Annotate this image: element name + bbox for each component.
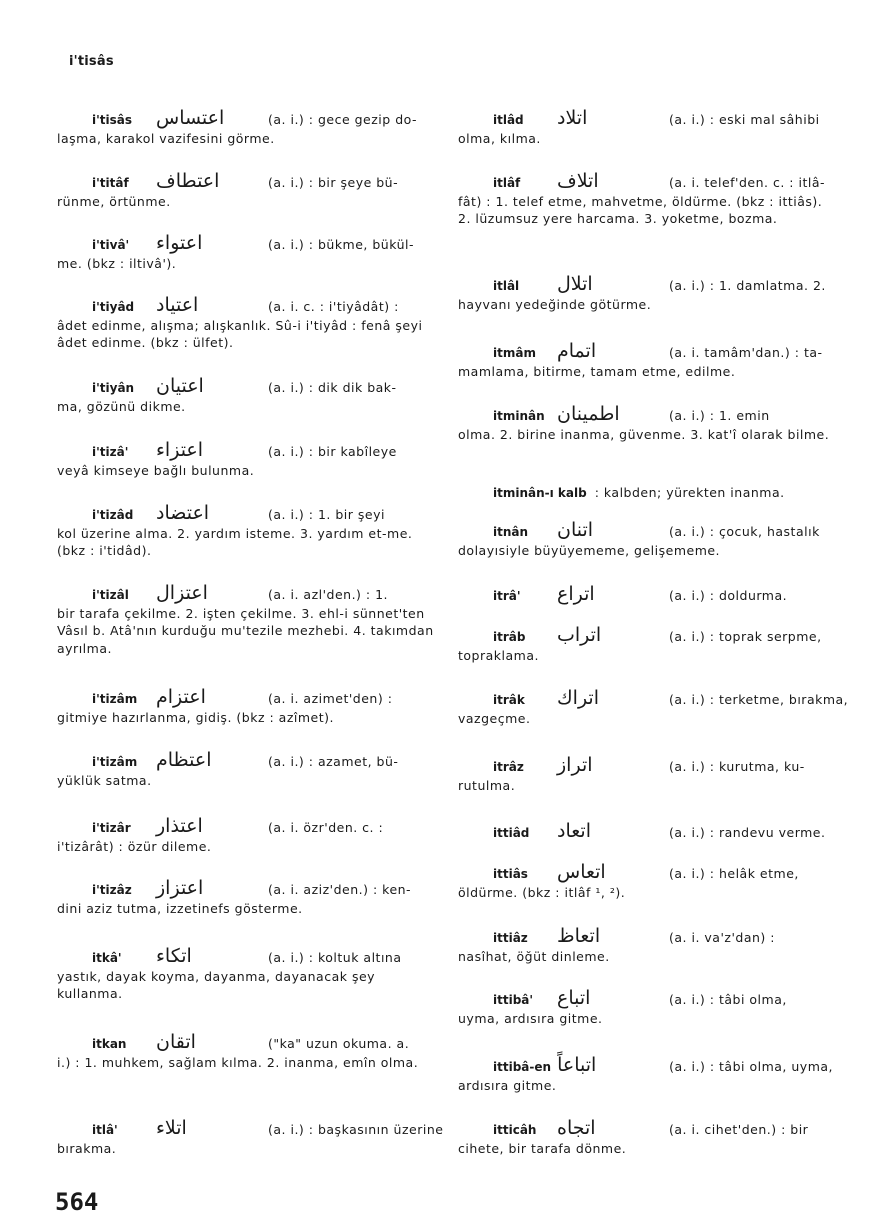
entry-head bbox=[458, 820, 836, 843]
definition-first-line: (a. i. özr'den. c. : bbox=[268, 820, 384, 835]
definition-continuation: fât) : 1. telef etme, mahvetme, öldürme. (bkz : ittiâs). 2. lüzumsuz yere harcama. 3. yoketme, bozma. bbox=[458, 193, 823, 226]
dictionary-entry bbox=[458, 925, 836, 965]
dictionary-entry bbox=[458, 1054, 836, 1094]
entry-head bbox=[458, 403, 836, 426]
entry-head bbox=[458, 925, 836, 948]
arabic-script: اعتضاد bbox=[156, 502, 210, 524]
dictionary-entry bbox=[57, 439, 435, 479]
definition-first-line: (a. i.) : 1. bir şeyi bbox=[268, 507, 385, 522]
entry-head bbox=[57, 375, 435, 398]
entry-head bbox=[57, 107, 435, 130]
definition-continuation: me. (bkz : iltivâ'). bbox=[57, 255, 177, 271]
arabic-script: اتلاء bbox=[156, 1117, 187, 1139]
definition-first-line: (a. i.) : bükme, bükül- bbox=[268, 237, 414, 252]
headword: itticâh bbox=[493, 1123, 537, 1137]
definition-continuation: dini aziz tutma, izzetinefs gösterme. bbox=[57, 900, 303, 916]
entry-head bbox=[57, 294, 435, 317]
headword: itrâz bbox=[493, 760, 524, 774]
dictionary-entry bbox=[458, 624, 836, 664]
definition-first-line: (a. i.) : doldurma. bbox=[669, 588, 788, 603]
definition-continuation: mamlama, bitirme, tamam etme, edilme. bbox=[458, 363, 736, 379]
dictionary-entry bbox=[57, 232, 435, 272]
entry-head bbox=[458, 170, 836, 193]
arabic-script: اتمام bbox=[557, 340, 597, 362]
definition-continuation: kol üzerine alma. 2. yardım isteme. 3. yardım et-me. (bkz : i'tidâd). bbox=[57, 525, 413, 558]
entry-head bbox=[458, 519, 836, 542]
definition-first-line: : kalbden; yürekten inanma. bbox=[594, 485, 785, 500]
dictionary-entry bbox=[458, 273, 836, 313]
headword: i'tizâm bbox=[92, 692, 138, 706]
arabic-script: اتلاف bbox=[557, 170, 599, 192]
definition-continuation: i.) : 1. muhkem, sağlam kılma. 2. inanma, emîn olma. bbox=[57, 1054, 419, 1070]
headword: i'tizâd bbox=[92, 508, 134, 522]
arabic-script: اعتزال bbox=[156, 582, 208, 604]
entry-head bbox=[458, 687, 849, 710]
definition-first-line: (a. i. aziz'den.) : ken- bbox=[268, 882, 412, 897]
arabic-script: اعتساس bbox=[156, 107, 225, 129]
definition-first-line: (a. i. c. : i'tiyâdât) : bbox=[268, 299, 399, 314]
arabic-script: اتلال bbox=[557, 273, 593, 295]
headword: itlâd bbox=[493, 113, 524, 127]
dictionary-entry bbox=[57, 170, 435, 210]
definition-first-line: (a. i. telef'den. c. : itlâ- bbox=[669, 175, 826, 190]
dictionary-entry bbox=[458, 687, 849, 727]
arabic-script: اعتزاز bbox=[156, 877, 204, 899]
definition-continuation: topraklama. bbox=[458, 647, 539, 663]
page-header: i'tisâs bbox=[69, 54, 114, 69]
definition-continuation: yüklük satma. bbox=[57, 772, 152, 788]
headword: itkan bbox=[92, 1037, 127, 1051]
entry-head bbox=[458, 340, 836, 363]
dictionary-entry bbox=[57, 686, 435, 726]
entry-head bbox=[458, 484, 836, 503]
entry-head bbox=[458, 107, 836, 130]
dictionary-entry bbox=[458, 340, 836, 380]
headword: itkâ' bbox=[92, 951, 122, 965]
definition-continuation: rutulma. bbox=[458, 777, 516, 793]
dictionary-entry bbox=[57, 945, 435, 1003]
entry-head bbox=[57, 1031, 435, 1054]
definition-continuation: hayvanı yedeğinde götürme. bbox=[458, 296, 652, 312]
entry-head bbox=[458, 624, 836, 647]
entry-head bbox=[57, 945, 435, 968]
headword: ittiâz bbox=[493, 931, 528, 945]
arabic-script: اتعاس bbox=[557, 861, 606, 883]
headword: itlâ' bbox=[92, 1123, 118, 1137]
dictionary-entry bbox=[57, 107, 435, 147]
headword: itrâ' bbox=[493, 589, 521, 603]
headword: ittiâd bbox=[493, 826, 530, 840]
headword: i'titâf bbox=[92, 176, 129, 190]
arabic-script: اتکاء bbox=[156, 945, 192, 967]
dictionary-entry bbox=[57, 375, 435, 415]
dictionary-entry bbox=[458, 1117, 836, 1157]
headword: itminân-ı kalb bbox=[493, 486, 587, 500]
dictionary-entry bbox=[458, 820, 836, 843]
entry-head bbox=[57, 686, 435, 709]
headword: itlâl bbox=[493, 279, 520, 293]
arabic-script: اطمینان bbox=[557, 403, 620, 425]
page-number: 564 bbox=[55, 1188, 99, 1216]
definition-first-line: (a. i.) : çocuk, hastalık bbox=[669, 524, 820, 539]
headword: itnân bbox=[493, 525, 529, 539]
arabic-script: اتباعاً bbox=[557, 1054, 597, 1076]
definition-first-line: (a. i. azl'den.) : 1. bbox=[268, 587, 389, 602]
headword: ittiâs bbox=[493, 867, 528, 881]
definition-first-line: (a. i.) : kurutma, ku- bbox=[669, 759, 805, 774]
arabic-script: اعتطاف bbox=[156, 170, 220, 192]
definition-continuation: gitmiye hazırlanma, gidiş. (bkz : azîmet). bbox=[57, 709, 334, 725]
arabic-script: اتقان bbox=[156, 1031, 196, 1053]
dictionary-entry bbox=[57, 1117, 444, 1157]
entry-head bbox=[458, 987, 836, 1010]
arabic-script: اتجاه bbox=[557, 1117, 596, 1139]
arabic-script: اتراب bbox=[557, 624, 602, 646]
dictionary-entry bbox=[57, 815, 435, 855]
dictionary-entry bbox=[57, 749, 435, 789]
headword: i'tizâz bbox=[92, 883, 132, 897]
definition-first-line: (a. i.) : koltuk altına bbox=[268, 950, 402, 965]
entry-head bbox=[458, 754, 836, 777]
entry-head bbox=[57, 877, 435, 900]
headword: itmâm bbox=[493, 346, 536, 360]
definition-continuation: cihete, bir tarafa dönme. bbox=[458, 1140, 627, 1156]
arabic-script: اتباع bbox=[557, 987, 591, 1009]
definition-continuation: olma, kılma. bbox=[458, 130, 541, 146]
definition-continuation: i'tizârât) : özür dileme. bbox=[57, 838, 212, 854]
definition-first-line: (a. i.) : bir şeye bü- bbox=[268, 175, 399, 190]
definition-continuation: uyma, ardısıra gitme. bbox=[458, 1010, 603, 1026]
headword: i'tiyân bbox=[92, 381, 135, 395]
arabic-script: اعتیان bbox=[156, 375, 204, 397]
entry-head bbox=[57, 232, 435, 255]
entry-head bbox=[57, 749, 435, 772]
dictionary-entry bbox=[458, 484, 836, 503]
definition-continuation: vazgeçme. bbox=[458, 710, 531, 726]
arabic-script: اعتزاء bbox=[156, 439, 204, 461]
definition-continuation: olma. 2. birine inanma, güvenme. 3. kat'î olarak bilme. bbox=[458, 426, 830, 442]
entry-head bbox=[57, 582, 435, 605]
definition-first-line: ("ka" uzun okuma. a. bbox=[268, 1036, 410, 1051]
arabic-script: اتعاد bbox=[557, 820, 591, 842]
arabic-script: اتراز bbox=[557, 754, 593, 776]
dictionary-entry bbox=[458, 754, 836, 794]
dictionary-entry bbox=[458, 107, 836, 147]
definition-first-line: (a. i.) : bir kabîleye bbox=[268, 444, 397, 459]
arabic-script: اعتزام bbox=[156, 686, 206, 708]
headword: itminân bbox=[493, 409, 545, 423]
definition-first-line: (a. i. azimet'den) : bbox=[268, 691, 393, 706]
definition-first-line: (a. i.) : tâbi olma, bbox=[669, 992, 787, 1007]
definition-first-line: (a. i. va'z'dan) : bbox=[669, 930, 775, 945]
entry-head bbox=[57, 439, 435, 462]
headword: itrâb bbox=[493, 630, 526, 644]
definition-first-line: (a. i.) : başkasının üzerine bbox=[268, 1122, 444, 1137]
dictionary-entry bbox=[458, 987, 836, 1027]
definition-continuation: bir tarafa çekilme. 2. işten çekilme. 3. ehl-i sünnet'ten Vâsıl b. Atâ'nın kurduğu mu'tezile mezhebi. 4. takımdan ayrılma. bbox=[57, 605, 434, 656]
definition-first-line: (a. i.) : eski mal sâhibi bbox=[669, 112, 820, 127]
definition-continuation: nasîhat, öğüt dinleme. bbox=[458, 948, 610, 964]
definition-first-line: (a. i.) : 1. emin bbox=[669, 408, 770, 423]
entry-head bbox=[458, 1117, 836, 1140]
entry-head bbox=[57, 170, 435, 193]
definition-first-line: (a. i.) : 1. damlatma. 2. bbox=[669, 278, 826, 293]
arabic-script: اعتظام bbox=[156, 749, 212, 771]
headword: ittibâ-en bbox=[493, 1060, 552, 1074]
entry-head bbox=[458, 1054, 836, 1077]
definition-first-line: (a. i.) : dik dik bak- bbox=[268, 380, 397, 395]
definition-continuation: bırakma. bbox=[57, 1140, 117, 1156]
dictionary-entry bbox=[458, 519, 836, 559]
entry-head bbox=[458, 583, 836, 606]
definition-first-line: (a. i.) : randevu verme. bbox=[669, 825, 826, 840]
definition-continuation: âdet edinme, alışma; alışkanlık. Sû-i i'tiyâd : fenâ şeyi âdet edinme. (bkz : ülfet). bbox=[57, 317, 423, 350]
definition-continuation: ardısıra gitme. bbox=[458, 1077, 557, 1093]
definition-first-line: (a. i. cihet'den.) : bir bbox=[669, 1122, 809, 1137]
dictionary-entry bbox=[458, 403, 836, 443]
entry-head bbox=[57, 1117, 444, 1140]
definition-first-line: (a. i.) : tâbi olma, uyma, bbox=[669, 1059, 834, 1074]
definition-continuation: rünme, örtünme. bbox=[57, 193, 171, 209]
definition-first-line: (a. i.) : helâk etme, bbox=[669, 866, 799, 881]
dictionary-entry bbox=[57, 582, 435, 657]
definition-first-line: (a. i.) : terketme, bırakma, bbox=[669, 692, 849, 707]
arabic-script: اتنان bbox=[557, 519, 594, 541]
definition-first-line: (a. i. tamâm'dan.) : ta- bbox=[669, 345, 823, 360]
headword: i'tiyâd bbox=[92, 300, 135, 314]
definition-first-line: (a. i.) : azamet, bü- bbox=[268, 754, 399, 769]
dictionary-entry bbox=[57, 294, 435, 352]
definition-first-line: (a. i.) : gece gezip do- bbox=[268, 112, 418, 127]
definition-continuation: laşma, karakol vazifesini görme. bbox=[57, 130, 275, 146]
dictionary-entry bbox=[57, 1031, 435, 1071]
arabic-script: اتعاظ bbox=[557, 925, 601, 947]
arabic-script: اتلاد bbox=[557, 107, 588, 129]
definition-continuation: ma, gözünü dikme. bbox=[57, 398, 186, 414]
definition-continuation: öldürme. (bkz : itlâf ¹, ²). bbox=[458, 884, 626, 900]
dictionary-entry bbox=[458, 583, 836, 606]
headword: i'tisâs bbox=[92, 113, 133, 127]
headword: i'tivâ' bbox=[92, 238, 130, 252]
entry-head bbox=[57, 502, 435, 525]
arabic-script: اعتواء bbox=[156, 232, 203, 254]
headword: itlâf bbox=[493, 176, 521, 190]
dictionary-entry bbox=[458, 170, 836, 228]
arabic-script: اعتذار bbox=[156, 815, 203, 837]
headword: ittibâ' bbox=[493, 993, 534, 1007]
definition-continuation: dolayısiyle büyüyememe, gelişememe. bbox=[458, 542, 721, 558]
dictionary-entry bbox=[57, 502, 435, 560]
definition-continuation: yastık, dayak koyma, dayanma, dayanacak şey kullanma. bbox=[57, 968, 376, 1001]
entry-head bbox=[57, 815, 435, 838]
arabic-script: اتراك bbox=[557, 687, 599, 709]
headword: itrâk bbox=[493, 693, 525, 707]
definition-continuation: veyâ kimseye bağlı bulunma. bbox=[57, 462, 255, 478]
headword: i'tizâr bbox=[92, 821, 131, 835]
headword: i'tizâl bbox=[92, 588, 129, 602]
entry-head bbox=[458, 273, 836, 296]
dictionary-entry bbox=[57, 877, 435, 917]
arabic-script: اعتیاد bbox=[156, 294, 199, 316]
arabic-script: اتراع bbox=[557, 583, 595, 605]
dictionary-entry bbox=[458, 861, 836, 901]
entry-head bbox=[458, 861, 836, 884]
headword: i'tizâm bbox=[92, 755, 138, 769]
headword: i'tizâ' bbox=[92, 445, 129, 459]
definition-first-line: (a. i.) : toprak serpme, bbox=[669, 629, 822, 644]
